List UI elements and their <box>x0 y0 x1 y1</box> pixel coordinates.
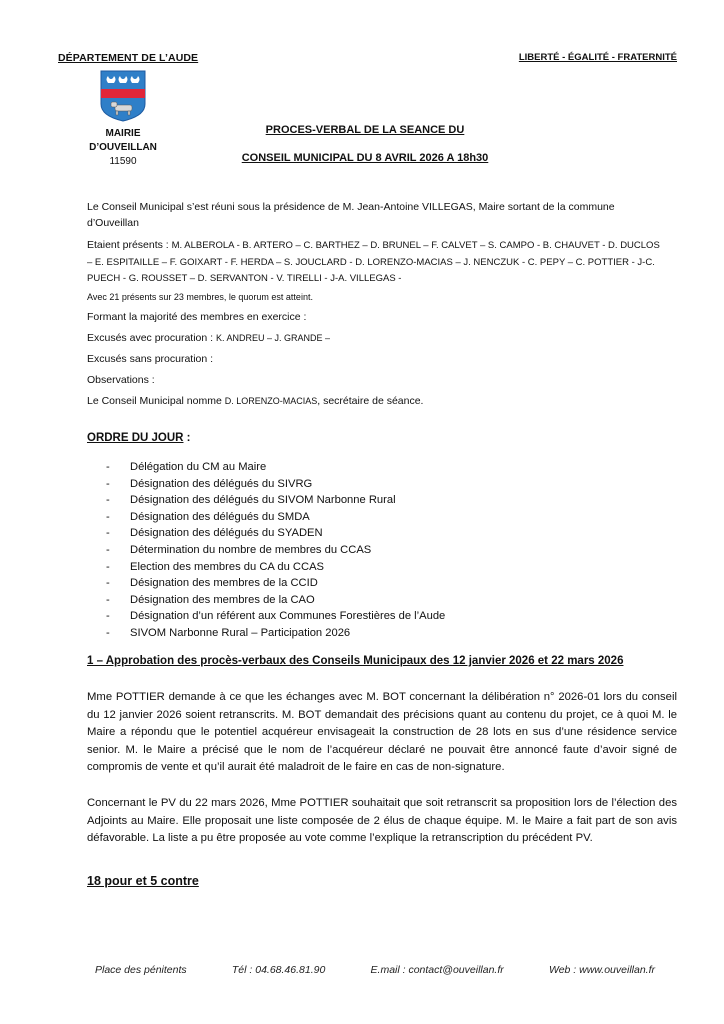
page-footer <box>95 964 655 976</box>
agenda-item-text: Désignation d’un référent aux Communes Forestières de l’Aude <box>130 610 446 623</box>
bullet: - <box>106 477 110 490</box>
attendees-names: M. ALBEROLA - B. ARTERO – C. BARTHEZ – D. BRUNEL – F. CALVET – S. CAMPO - B. CHAUVET - D. DUCLOS <box>171 240 660 251</box>
observations: Observations : <box>87 374 155 386</box>
excused-with-proxy-names: K. ANDREU – J. GRANDE – <box>215 333 331 343</box>
bullet: - <box>106 510 110 523</box>
postal-code: 11590 <box>109 156 137 167</box>
footer-web: Web : www.ouveillan.fr <box>548 964 655 976</box>
agenda-item <box>106 459 445 476</box>
intro-line: d’Ouveillan <box>87 217 139 229</box>
attendees-paragraph <box>87 237 677 288</box>
bullet: - <box>106 626 110 639</box>
footer-email: E.mail : contact@ouveillan.fr <box>370 964 504 976</box>
agenda-item <box>106 525 445 542</box>
agenda-item-text: Désignation des membres de la CAO <box>130 593 315 606</box>
agenda-item-text: Désignation des délégués du SIVRG <box>130 477 313 490</box>
mairie-label: MAIRIE <box>105 128 141 139</box>
agenda-item-text: Election des membres du CA du CCAS <box>130 560 325 573</box>
intro-line: Le Conseil Municipal s’est réuni sous la présidence de M. Jean-Antoine VILLEGAS, Maire sortant de la commune <box>87 201 615 213</box>
agenda-item-text: Désignation des délégués du SMDA <box>130 510 310 523</box>
bullet: - <box>106 543 110 556</box>
intro-paragraph <box>87 199 677 231</box>
section-1-title: 1 – Approbation des procès-verbaux des Conseils Municipaux des 12 janvier 2026 et 22 mars 2026 <box>87 655 624 667</box>
secretary-name: D. LORENZO-MACIAS <box>224 396 318 406</box>
agenda-item-text: Délégation du CM au Maire <box>130 461 267 473</box>
excused-with-proxy-label: Excusés avec procuration : <box>87 332 216 344</box>
attendees-names: PUECH - G. ROUSSET – D. SERVANTON - V. TIRELLI - J-A. VILLEGAS - <box>87 273 402 284</box>
coat-of-arms-icon <box>100 70 146 122</box>
agenda-item-text: Désignation des délégués du SIVOM Narbonne Rural <box>130 494 396 507</box>
agenda-item <box>106 592 445 609</box>
agenda-item <box>106 625 445 642</box>
agenda-item <box>106 509 445 526</box>
secretary-prefix: Le Conseil Municipal nomme <box>87 395 225 407</box>
agenda-list <box>106 459 445 642</box>
agenda-title-suffix: : <box>183 432 191 444</box>
footer-address: Place des pénitents <box>95 964 187 976</box>
bullet: - <box>106 461 110 473</box>
bullet: - <box>106 610 110 623</box>
agenda-item-text: Détermination du nombre de membres du CCAS <box>130 543 372 556</box>
department-heading: DÉPARTEMENT DE L’AUDE <box>58 52 199 64</box>
footer-phone: Tél : 04.68.46.81.90 <box>231 964 326 976</box>
agenda-item <box>106 492 445 509</box>
document-title-line1: PROCES-VERBAL DE LA SEANCE DU <box>265 124 465 136</box>
agenda-item <box>106 476 445 493</box>
section-1-paragraph-1: Mme POTTIER demande à ce que les échanges avec M. BOT concernant la délibération n° 2026-01 lors du conseil du 12 janvier 2026 soient retranscrits. M. BOT demandait des précisions quant au contenu du projet, ce à quoi M. le Maire a répondu que le potentiel acquéreur envisageait la construction de 28 lots en sus d’une résidence service senior. M. le Maire a précisé que le nom de l’acquéreur déclaré ne pouvait être annoncé faute d’avoir signé de compromis de vente et qu’il aurait été maladroit de le faire en cas de non-signature. <box>87 691 677 774</box>
attendees-names: – E. ESPITAILLE – F. GOIXART - F. HERDA – S. JOUCLARD - D. LORENZO-MACIAS – J. NENCZUK - C. PEPY – C. POTTIER - J-C. <box>87 256 655 268</box>
bullet: - <box>106 494 110 507</box>
agenda-item-text: SIVOM Narbonne Rural – Participation 2026 <box>130 626 351 639</box>
agenda-item <box>106 575 445 592</box>
attendees-label: Etaient présents : <box>87 239 172 251</box>
agenda-heading <box>87 432 191 444</box>
excused-without-proxy: Excusés sans procuration : <box>87 353 214 365</box>
secretary-statement <box>87 393 677 409</box>
bullet: - <box>106 560 110 573</box>
agenda-title: ORDRE DU JOUR <box>87 432 184 444</box>
mairie-block <box>60 127 186 169</box>
majority-statement: Formant la majorité des membres en exercice : <box>87 311 307 323</box>
agenda-item <box>106 542 445 559</box>
secretary-suffix: , secrétaire de séance. <box>317 395 424 407</box>
document-title-line2: CONSEIL MUNICIPAL DU 8 AVRIL 2026 A 18h30 <box>241 152 489 164</box>
excused-with-proxy <box>87 330 677 346</box>
agenda-item <box>106 559 445 576</box>
national-motto: LIBERTÉ - ÉGALITÉ - FRATERNITÉ <box>518 52 677 63</box>
section-1-paragraph-2: Concernant le PV du 22 mars 2026, Mme POTTIER souhaitait que soit retranscrit sa proposition lors de l’élection des Adjoints au Maire. Elle proposait une liste composée de 2 élus de chaque équipe. M. le Maire a fait part de son avis défavorable. La liste a pu être proposée au vote comme l’explique la retranscription du précédent PV. <box>87 797 677 845</box>
agenda-item-text: Désignation des membres de la CCID <box>130 577 318 590</box>
vote-result: 18 pour et 5 contre <box>87 874 199 888</box>
commune-name: D’OUVEILLAN <box>89 142 157 153</box>
agenda-item <box>106 608 445 625</box>
quorum-statement: Avec 21 présents sur 23 membres, le quorum est atteint. <box>87 292 313 302</box>
bullet: - <box>106 527 110 540</box>
bullet: - <box>106 593 110 606</box>
bullet: - <box>106 577 110 590</box>
agenda-item-text: Désignation des délégués du SYADEN <box>130 527 323 540</box>
